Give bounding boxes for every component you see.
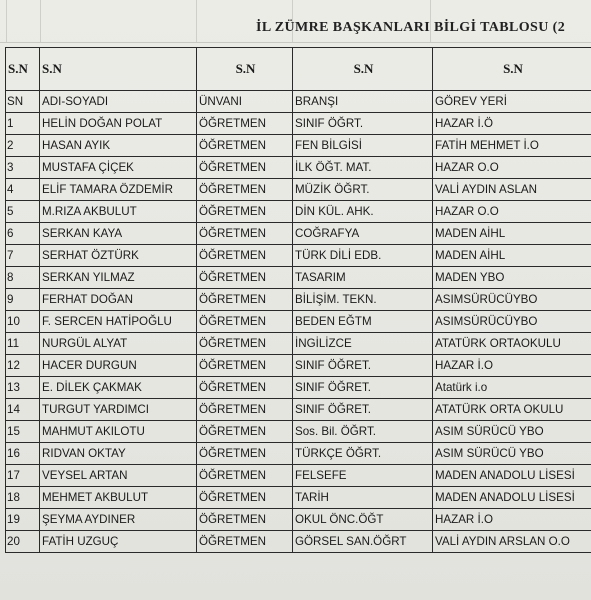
cell-name: MUSTAFA ÇİÇEK	[40, 157, 197, 179]
table-row	[6, 443, 591, 465]
cell-title: ÖĞRETMEN	[197, 421, 293, 443]
cell-workplace: HAZAR İ.Ö	[433, 113, 591, 135]
cell-branch: TASARIM	[293, 267, 433, 289]
cell-name: FERHAT DOĞAN	[40, 289, 197, 311]
cell-name: RIDVAN OKTAY	[40, 443, 197, 465]
cell-branch: SINIF ÖĞRT.	[293, 113, 433, 135]
header-row	[6, 48, 591, 91]
cell-workplace: ATATÜRK ORTA OKULU	[433, 399, 591, 421]
cell-sn: 8	[6, 267, 40, 289]
cell-sn: 6	[6, 223, 40, 245]
cell-title: ÖĞRETMEN	[197, 509, 293, 531]
cell-name: M.RIZA AKBULUT	[40, 201, 197, 223]
cell-sn: 2	[6, 135, 40, 157]
table-row	[6, 113, 591, 135]
cell-branch: OKUL ÖNC.ÖĞT	[293, 509, 433, 531]
gridline	[40, 0, 41, 42]
cell-sn: 10	[6, 311, 40, 333]
table-row	[6, 487, 591, 509]
cell-name: HELİN DOĞAN POLAT	[40, 113, 197, 135]
cell-sn: 5	[6, 201, 40, 223]
column-header-row	[6, 91, 591, 113]
cell-title: ÖĞRETMEN	[197, 135, 293, 157]
cell-title: ÖĞRETMEN	[197, 465, 293, 487]
cell-workplace: ASIMSÜRÜCÜYBO	[433, 289, 591, 311]
zumre-table	[5, 47, 591, 553]
cell-branch: Sos. Bil. ÖĞRT.	[293, 421, 433, 443]
cell-branch: TARİH	[293, 487, 433, 509]
cell-workplace: ATATÜRK ORTAOKULU	[433, 333, 591, 355]
cell-title: ÖĞRETMEN	[197, 311, 293, 333]
cell-sn: 13	[6, 377, 40, 399]
table-row	[6, 135, 591, 157]
table-title: İL ZÜMRE BAŞKANLARI BİLGİ TABLOSU (2	[256, 20, 566, 35]
cell-title: ÖĞRETMEN	[197, 377, 293, 399]
cell-title: ÖĞRETMEN	[197, 113, 293, 135]
gridline	[196, 0, 197, 42]
cell-name: FATİH UZGUÇ	[40, 531, 197, 553]
cell-workplace: HAZAR İ.O	[433, 355, 591, 377]
header-cell-sn: S.N	[6, 48, 40, 91]
column-header-sn: SN	[6, 91, 40, 113]
cell-branch: GÖRSEL SAN.ÖĞRT	[293, 531, 433, 553]
cell-workplace: HAZAR İ.O	[433, 509, 591, 531]
cell-sn: 15	[6, 421, 40, 443]
cell-name: NURGÜL ALYAT	[40, 333, 197, 355]
cell-branch: İLK ÖĞT. MAT.	[293, 157, 433, 179]
cell-branch: BEDEN EĞTM	[293, 311, 433, 333]
cell-sn: 18	[6, 487, 40, 509]
cell-branch: TÜRKÇE ÖĞRT.	[293, 443, 433, 465]
cell-workplace: HAZAR O.O	[433, 201, 591, 223]
cell-title: ÖĞRETMEN	[197, 531, 293, 553]
table-row	[6, 355, 591, 377]
table-row	[6, 333, 591, 355]
cell-sn: 14	[6, 399, 40, 421]
column-header-branch: BRANŞI	[293, 91, 433, 113]
cell-name: HACER DURGUN	[40, 355, 197, 377]
table-row	[6, 201, 591, 223]
header-cell-title: S.N	[197, 48, 293, 91]
cell-title: ÖĞRETMEN	[197, 443, 293, 465]
table-row	[6, 223, 591, 245]
cell-workplace: MADEN YBO	[433, 267, 591, 289]
cell-name: MEHMET AKBULUT	[40, 487, 197, 509]
cell-title: ÖĞRETMEN	[197, 355, 293, 377]
cell-name: F. SERCEN HATİPOĞLU	[40, 311, 197, 333]
cell-workplace: VALİ AYDIN ASLAN	[433, 179, 591, 201]
cell-branch: DİN KÜL. AHK.	[293, 201, 433, 223]
cell-title: ÖĞRETMEN	[197, 333, 293, 355]
cell-sn: 11	[6, 333, 40, 355]
cell-name: VEYSEL ARTAN	[40, 465, 197, 487]
cell-name: TURGUT YARDIMCI	[40, 399, 197, 421]
cell-workplace: Atatürk i.o	[433, 377, 591, 399]
cell-sn: 12	[6, 355, 40, 377]
table-row	[6, 531, 591, 553]
cell-sn: 17	[6, 465, 40, 487]
table-row	[6, 267, 591, 289]
cell-title: ÖĞRETMEN	[197, 399, 293, 421]
cell-sn: 9	[6, 289, 40, 311]
cell-title: ÖĞRETMEN	[197, 267, 293, 289]
table-row	[6, 377, 591, 399]
table-row	[6, 399, 591, 421]
column-header-title: ÜNVANI	[197, 91, 293, 113]
cell-branch: TÜRK DİLİ EDB.	[293, 245, 433, 267]
table-row	[6, 421, 591, 443]
cell-workplace: MADEN AİHL	[433, 245, 591, 267]
cell-name: ELİF TAMARA ÖZDEMİR	[40, 179, 197, 201]
cell-name: MAHMUT AKILOTU	[40, 421, 197, 443]
header-cell-name: S.N	[40, 48, 197, 91]
cell-branch: MÜZİK ÖĞRT.	[293, 179, 433, 201]
cell-title: ÖĞRETMEN	[197, 157, 293, 179]
cell-title: ÖĞRETMEN	[197, 289, 293, 311]
cell-name: SERKAN KAYA	[40, 223, 197, 245]
cell-workplace: MADEN AİHL	[433, 223, 591, 245]
cell-name: SERHAT ÖZTÜRK	[40, 245, 197, 267]
table-row	[6, 311, 591, 333]
cell-name: SERKAN YILMAZ	[40, 267, 197, 289]
cell-workplace: FATİH MEHMET İ.O	[433, 135, 591, 157]
column-header-workplace: GÖREV YERİ	[433, 91, 591, 113]
table-row	[6, 289, 591, 311]
table-row	[6, 509, 591, 531]
cell-branch: COĞRAFYA	[293, 223, 433, 245]
cell-workplace: HAZAR O.O	[433, 157, 591, 179]
table-row	[6, 179, 591, 201]
cell-workplace: ASIMSÜRÜCÜYBO	[433, 311, 591, 333]
cell-branch: FELSEFE	[293, 465, 433, 487]
cell-branch: SINIF ÖĞRET.	[293, 377, 433, 399]
cell-sn: 20	[6, 531, 40, 553]
header-cell-branch: S.N	[293, 48, 433, 91]
cell-workplace: ASIM SÜRÜCÜ YBO	[433, 421, 591, 443]
header-cell-workplace: S.N	[433, 48, 591, 91]
cell-sn: 19	[6, 509, 40, 531]
table-row	[6, 245, 591, 267]
cell-workplace: VALİ AYDIN ARSLAN O.O	[433, 531, 591, 553]
cell-sn: 16	[6, 443, 40, 465]
cell-title: ÖĞRETMEN	[197, 223, 293, 245]
cell-sn: 1	[6, 113, 40, 135]
cell-sn: 7	[6, 245, 40, 267]
table-body	[6, 91, 591, 553]
cell-sn: 4	[6, 179, 40, 201]
table-row	[6, 465, 591, 487]
cell-branch: SINIF ÖĞRET.	[293, 399, 433, 421]
cell-name: HASAN AYIK	[40, 135, 197, 157]
cell-workplace: MADEN ANADOLU LİSESİ	[433, 465, 591, 487]
cell-title: ÖĞRETMEN	[197, 245, 293, 267]
cell-branch: SINIF ÖĞRET.	[293, 355, 433, 377]
cell-name: E. DİLEK ÇAKMAK	[40, 377, 197, 399]
cell-branch: BİLİŞİM. TEKN.	[293, 289, 433, 311]
cell-sn: 3	[6, 157, 40, 179]
gridline	[6, 0, 7, 42]
table-row	[6, 157, 591, 179]
cell-title: ÖĞRETMEN	[197, 179, 293, 201]
cell-workplace: MADEN ANADOLU LİSESİ	[433, 487, 591, 509]
column-header-name: ADI-SOYADI	[40, 91, 197, 113]
cell-name: ŞEYMA AYDINER	[40, 509, 197, 531]
cell-title: ÖĞRETMEN	[197, 201, 293, 223]
cell-title: ÖĞRETMEN	[197, 487, 293, 509]
cell-branch: İNGİLİZCE	[293, 333, 433, 355]
cell-branch: FEN BİLGİSİ	[293, 135, 433, 157]
cell-workplace: ASIM SÜRÜCÜ YBO	[433, 443, 591, 465]
